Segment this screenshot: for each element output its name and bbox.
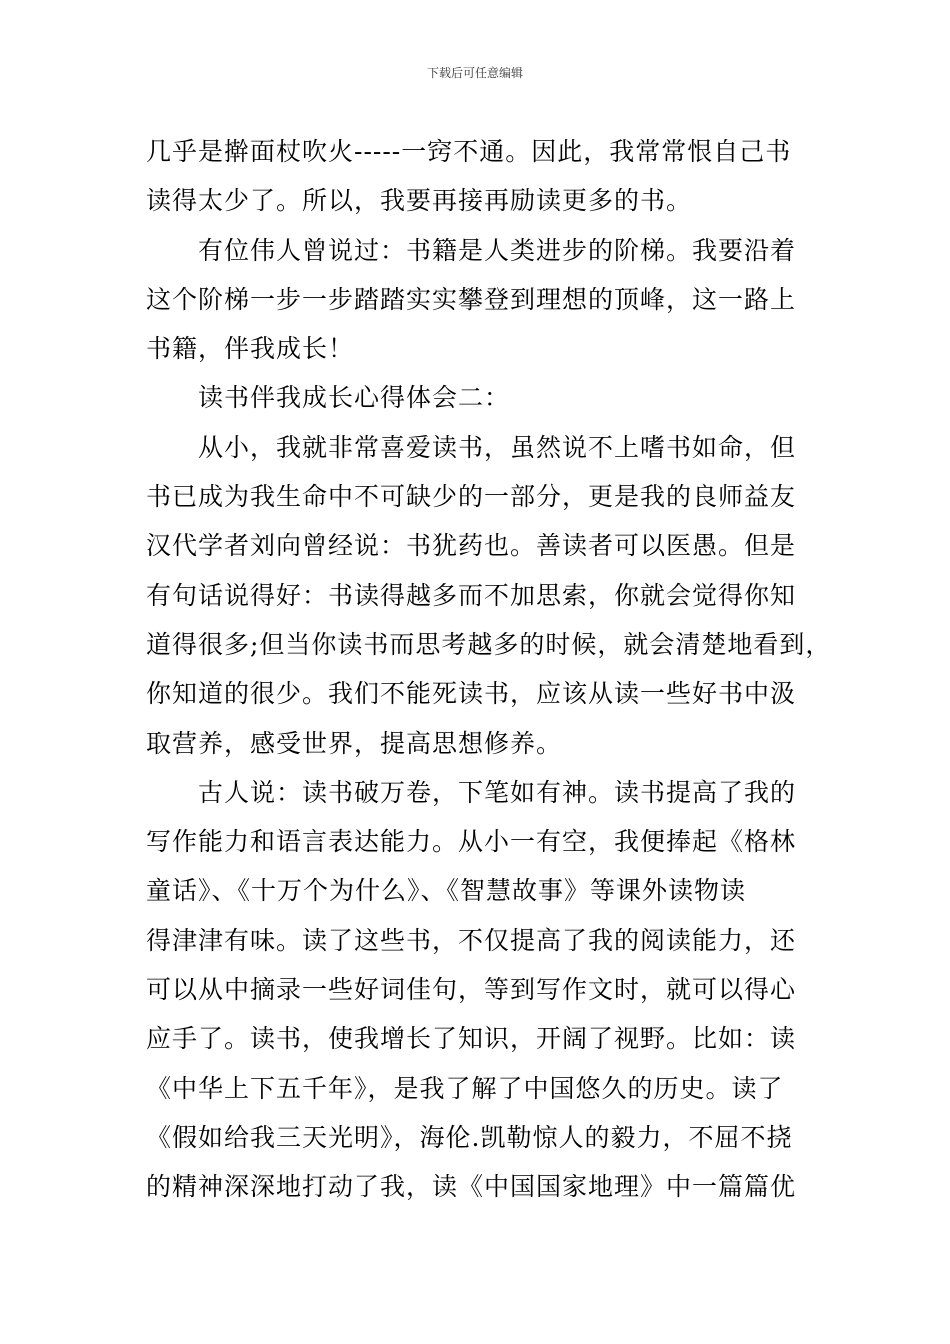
text-line: 得津津有味。读了这些书，不仅提高了我的阅读能力，还 (146, 925, 797, 955)
page-header: 下载后可任意编辑 (426, 66, 523, 80)
text-line: 童话》、《十万个为什么》、《智慧故事》等课外读物读 (146, 876, 747, 906)
text-line: 道得很多;但当你读书而思考越多的时候，就会清楚地看到， (146, 629, 832, 659)
text-line: 《中华上下五千年》，是我了解了中国悠久的历史。读了 (146, 1073, 784, 1103)
text-line: 汉代学者刘向曾经说：书犹药也。善读者可以医愚。但是 (146, 531, 797, 561)
text-line: 从小，我就非常喜爱读书，虽然说不上嗜书如命，但 (198, 432, 797, 462)
text-line: 取营养，感受世界，提高思想修养。 (146, 728, 563, 758)
text-line: 你知道的很少。我们不能死读书，应该从读一些好书中汲 (146, 679, 797, 709)
text-line: 有位伟人曾说过：书籍是人类进步的阶梯。我要沿着 (198, 235, 797, 265)
text-line: 应手了。读书，使我增长了知识，开阔了视野。比如：读 (146, 1024, 797, 1054)
text-line: 古人说：读书破万卷，下笔如有神。读书提高了我的 (198, 777, 797, 807)
document-body (146, 127, 832, 1212)
text-line: 书已成为我生命中不可缺少的一部分，更是我的良师益友 (146, 482, 797, 512)
text-line: 读得太少了。所以，我要再接再励读更多的书。 (146, 186, 693, 216)
text-line: 这个阶梯一步一步踏踏实实攀登到理想的顶峰，这一路上 (146, 284, 797, 314)
text-line: 的精神深深地打动了我，读《中国国家地理》中一篇篇优 (146, 1172, 797, 1202)
section-heading: 读书伴我成长心得体会二： (198, 383, 511, 413)
text-line: 有句话说得好：书读得越多而不加思索，你就会觉得你知 (146, 580, 797, 610)
text-line: 几乎是擀面杖吹火-----一窍不通。因此，我常常恨自己书 (146, 137, 792, 166)
text-line: 书籍，伴我成长！ (146, 334, 355, 364)
text-line: 《假如给我三天光明》，海伦.凯勒惊人的毅力，不屈不挠 (146, 1122, 793, 1152)
text-line: 可以从中摘录一些好词佳句，等到写作文时，就可以得心 (146, 975, 797, 1005)
text-line: 写作能力和语言表达能力。从小一有空，我便捧起《格林 (146, 827, 797, 857)
